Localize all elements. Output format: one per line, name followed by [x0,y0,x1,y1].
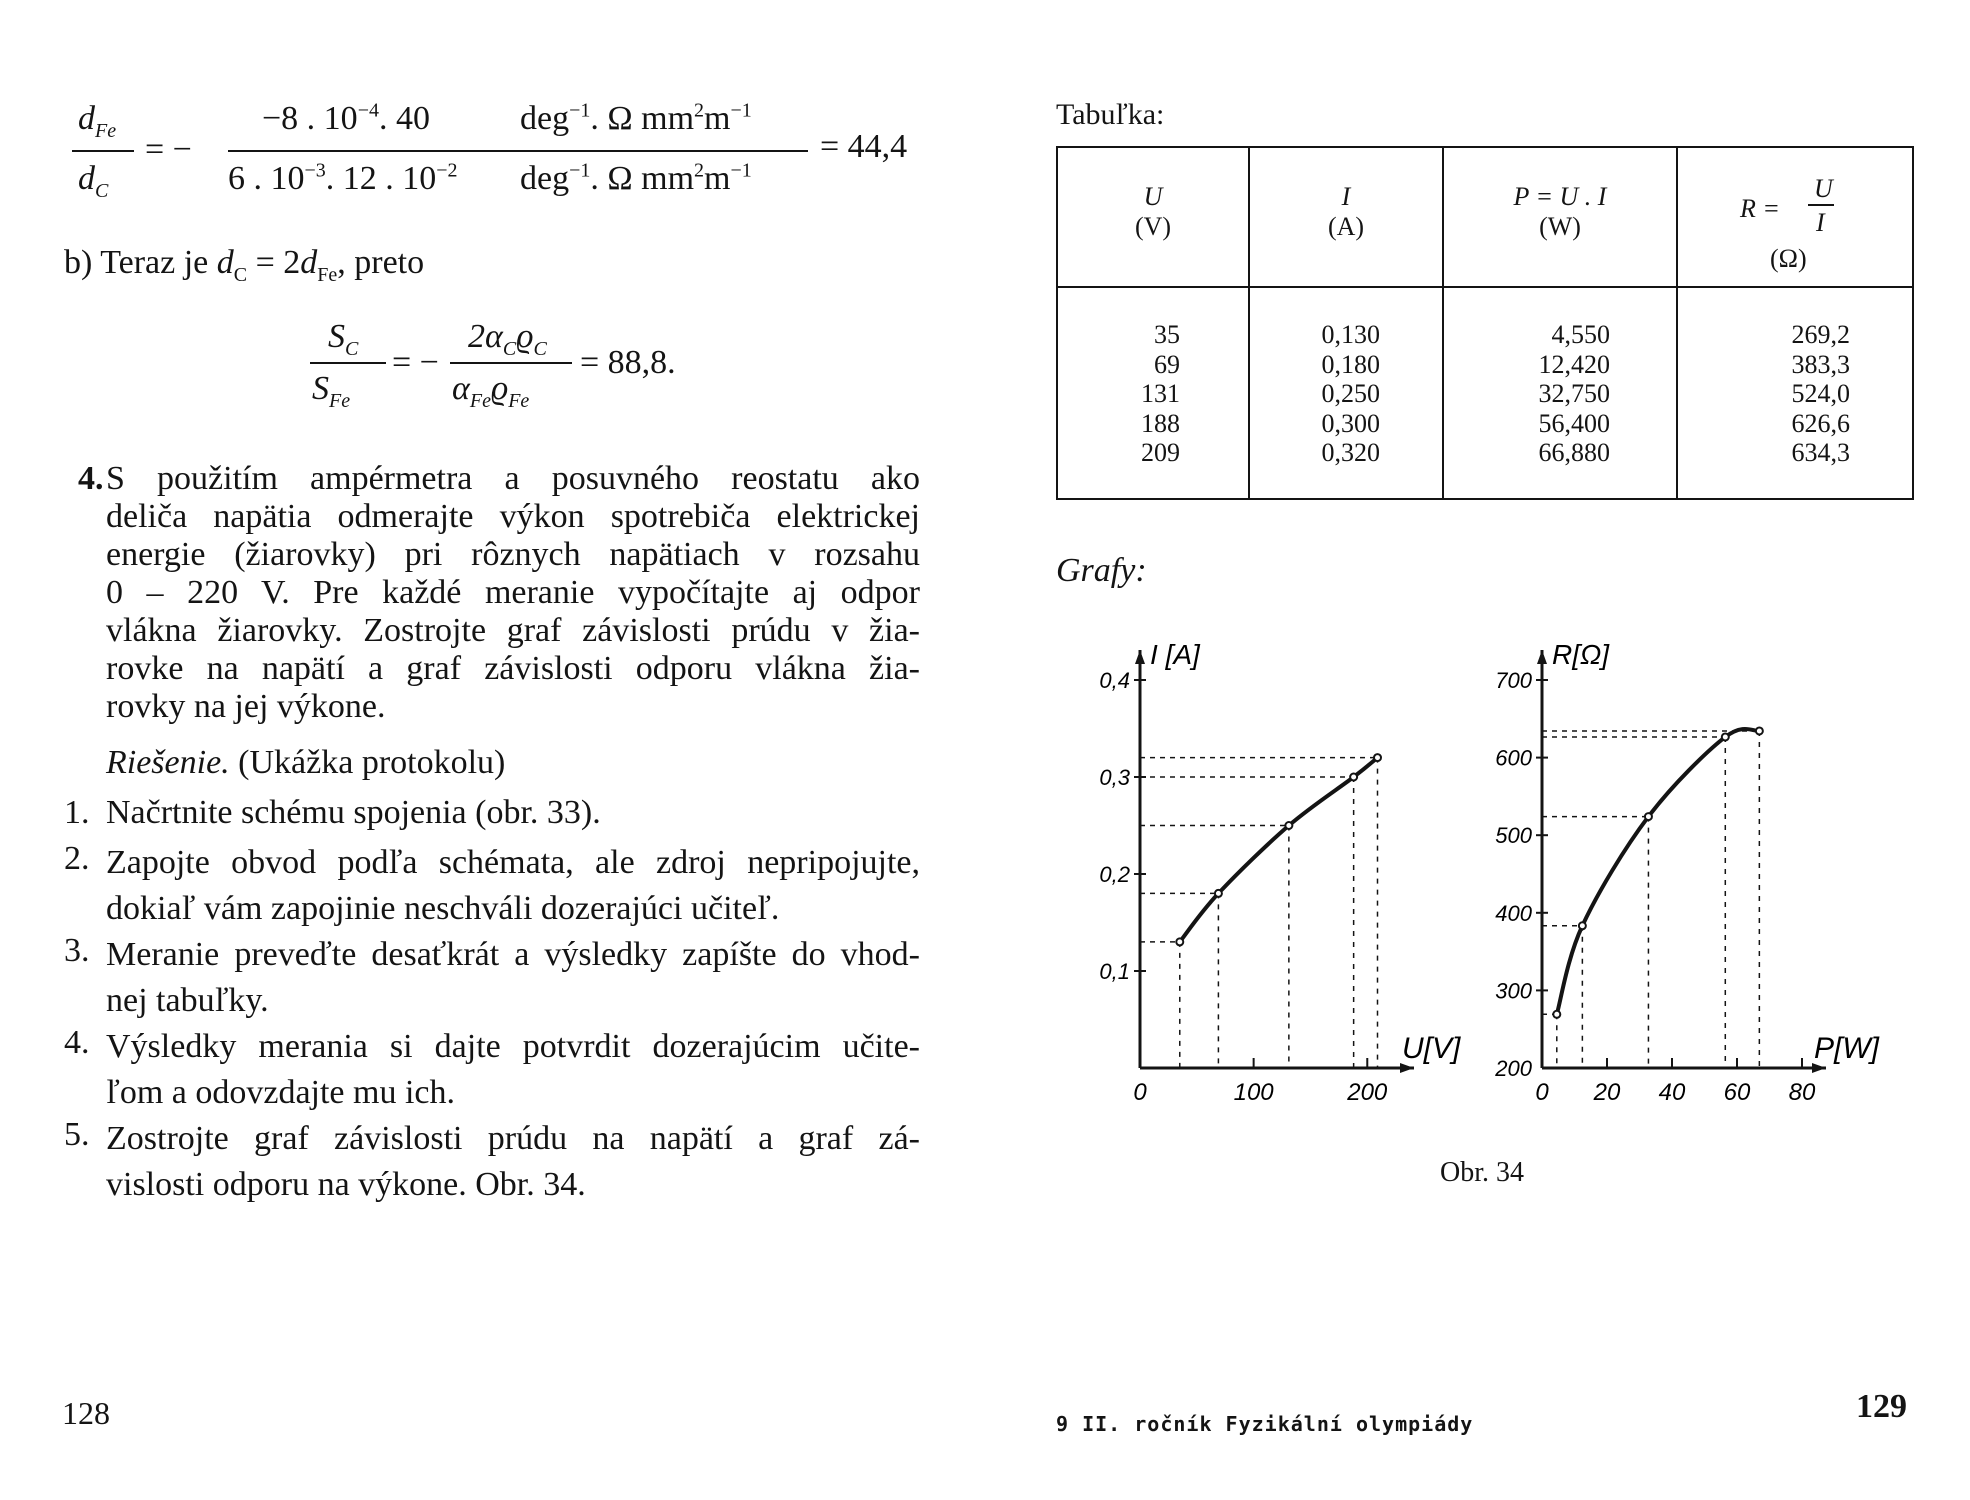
cell-voltage: 69 [1154,349,1180,379]
task-line: vlákna žiarovky. Zostrojte graf závislosti prúdu v žia- [106,612,920,649]
cell-current: 0,130 [1321,320,1380,349]
resistance-power-data-point [1645,813,1652,820]
formula1-result: = 44,4 [820,128,908,165]
step-line: Meranie preveďte desaťkrát a výsledky zapíšte do vhod- [106,936,920,973]
formula2-numerator: $2\alpha_Cϱ_C$ [468,318,547,360]
task-line: deliča napätia odmerajte výkon spotrebiča elektrickej [106,498,920,535]
figure-caption: Obr. 34 [1440,1157,1524,1188]
step-line: Zapojte obvod podľa schémata, ale zdroj nepripojujte, [106,844,920,881]
task-number: 4. [78,460,104,497]
resistance-power-y-tick-label: 400 [1495,900,1532,926]
step-line: Výsledky merania si dajte potvrdit dozerajúcim učite- [106,1028,920,1065]
resistance-power-data-point [1722,733,1729,740]
current-voltage-data-point [1215,890,1222,897]
graphs-label: Grafy: [1056,552,1147,589]
current-voltage-x-tick-label: 200 [1347,1079,1388,1106]
step-line: Načrtnite schému spojenia (obr. 33). [106,794,601,831]
current-voltage-series-line [1180,758,1378,942]
formula1-numerator-unit: deg$^{-1}$. Ω $mm^2m^{-1}$ [520,99,752,137]
table-label: Tabuľka: [1056,98,1165,131]
step-number: 5. [64,1116,90,1153]
resistance-power-data-point [1756,727,1763,734]
cell-power: 4,550 [1551,320,1610,349]
task-line: 0 – 220 V. Pre každé meranie vypočítajte aj odpor [106,574,920,611]
resistance-power-y-tick-label: 300 [1495,978,1532,1004]
resistance-power-y-axis-arrow [1537,650,1547,664]
resistance-power-data-point [1579,922,1586,929]
resistance-power-x-tick-label: 60 [1723,1079,1751,1106]
step-line: Zostrojte graf závislosti prúdu na napätí a graf zá- [106,1120,920,1157]
step-line: dokiaľ vám zapojinie neschváli dozerajúci učiteľ. [106,890,780,927]
formula2-denominator: $\alpha_{Fe}ϱ_{Fe}$ [452,370,530,412]
step-line: vislosti odporu na výkone. Obr. 34. [106,1166,586,1203]
solution-heading: Riešenie. (Ukážka protokolu) [106,744,506,781]
cell-current: 0,320 [1321,438,1380,467]
task-line: rovky na jej výkone. [106,688,386,725]
left-page-number: 128 [62,1395,110,1431]
footer-signature: 9 II. ročník Fyzikální olympiády [1056,1412,1474,1436]
part-b-line: b) Teraz je $d_C = 2d_{Fe}$, preto [64,244,425,286]
cell-voltage: 131 [1141,379,1180,408]
resistance-power-series-line [1557,729,1760,1014]
current-voltage-data-point [1374,754,1381,761]
current-voltage-y-tick-label: 0,4 [1099,668,1130,693]
formula2-lhs-denominator: $S_{Fe}$ [312,370,351,412]
resistance-power-y-tick-label: 500 [1495,823,1532,849]
resistance-power-y-tick-label: 700 [1495,668,1532,693]
header-voltage: U (V) [1134,182,1172,241]
cell-current: 0,250 [1321,379,1380,408]
resistance-power-x-tick-label: 80 [1788,1079,1816,1106]
cell-current: 0,180 [1321,349,1380,379]
formula1-denominator: 6 . $10^{-3}$. 12 . $10^{-2}$ [228,159,458,197]
resistance-power-y-label: R[Ω] [1552,639,1610,670]
current-voltage-y-tick-label: 0,3 [1099,765,1130,790]
task-line: rovke na napätí a graf závislosti odporu vlákna žia- [106,650,920,687]
formula1-numerator: −8 . $10^{-4}$. 40 [262,99,430,137]
formula1-equals-minus: = − [145,131,192,168]
current-voltage-y-label: I [A] [1150,639,1200,670]
resistance-power-x-tick-label: 0 [1535,1079,1549,1106]
step-number: 4. [64,1024,90,1061]
header-resistance: R = U I (Ω) [1740,174,1833,273]
current-voltage-data-point [1176,938,1183,945]
step-line: nej tabuľky. [106,982,269,1019]
current-voltage-y-axis-arrow [1135,650,1145,664]
resistance-power-y-tick-label: 600 [1495,745,1532,771]
resistance-power-y-tick-label: 200 [1495,1056,1532,1081]
current-voltage-x-label: U[V] [1402,1032,1461,1065]
current-voltage-x-tick-label: 0 [1133,1079,1147,1106]
cell-resistance: 626,6 [1791,408,1850,438]
header-current: I (A) [1327,182,1365,241]
formula2-equals-minus: = − [392,344,439,381]
cell-power: 56,400 [1538,408,1610,438]
cell-voltage: 209 [1141,438,1180,467]
resistance-power-x-label: P[W] [1814,1032,1879,1065]
formula1-denominator-unit: deg$^{-1}$. Ω $mm^2m^{-1}$ [520,159,752,197]
formula2-lhs-numerator: $S_C$ [328,318,359,360]
formula1-lhs-denominator: $d_C$ [78,160,109,202]
cell-current: 0,300 [1321,408,1380,438]
step-number: 1. [64,794,90,831]
formula1-lhs-numerator: $d_{Fe}$ [78,100,117,142]
cell-resistance: 634,3 [1791,438,1850,467]
current-voltage-x-tick-label: 100 [1233,1079,1274,1106]
cell-voltage: 35 [1154,320,1180,349]
cell-resistance: 269,2 [1791,320,1850,349]
cell-resistance: 383,3 [1791,349,1850,379]
current-voltage-data-point [1285,822,1292,829]
current-voltage-data-point [1350,774,1357,781]
formula2-result: = 88,8. [580,344,676,381]
current-voltage-y-tick-label: 0,1 [1099,959,1130,984]
resistance-power-data-point [1553,1011,1560,1018]
resistance-power-x-tick-label: 20 [1593,1079,1621,1106]
task-line: energie (žiarovky) pri rôznych napätiach v rozsahu [106,536,920,573]
cell-power: 66,880 [1538,438,1610,467]
right-page-number: 129 [1856,1388,1907,1425]
header-power: P = U . I (W) [1513,182,1607,241]
cell-power: 32,750 [1538,379,1610,408]
step-line: ľom a odovzdajte mu ich. [106,1074,455,1111]
cell-voltage: 188 [1141,408,1180,438]
cell-power: 12,420 [1538,349,1610,379]
step-number: 3. [64,932,90,969]
task-line: S použitím ampérmetra a posuvného reostatu ako [106,460,920,497]
current-voltage-y-tick-label: 0,2 [1099,862,1130,887]
resistance-power-x-tick-label: 40 [1658,1079,1686,1106]
step-number: 2. [64,840,90,877]
cell-resistance: 524,0 [1791,379,1850,408]
